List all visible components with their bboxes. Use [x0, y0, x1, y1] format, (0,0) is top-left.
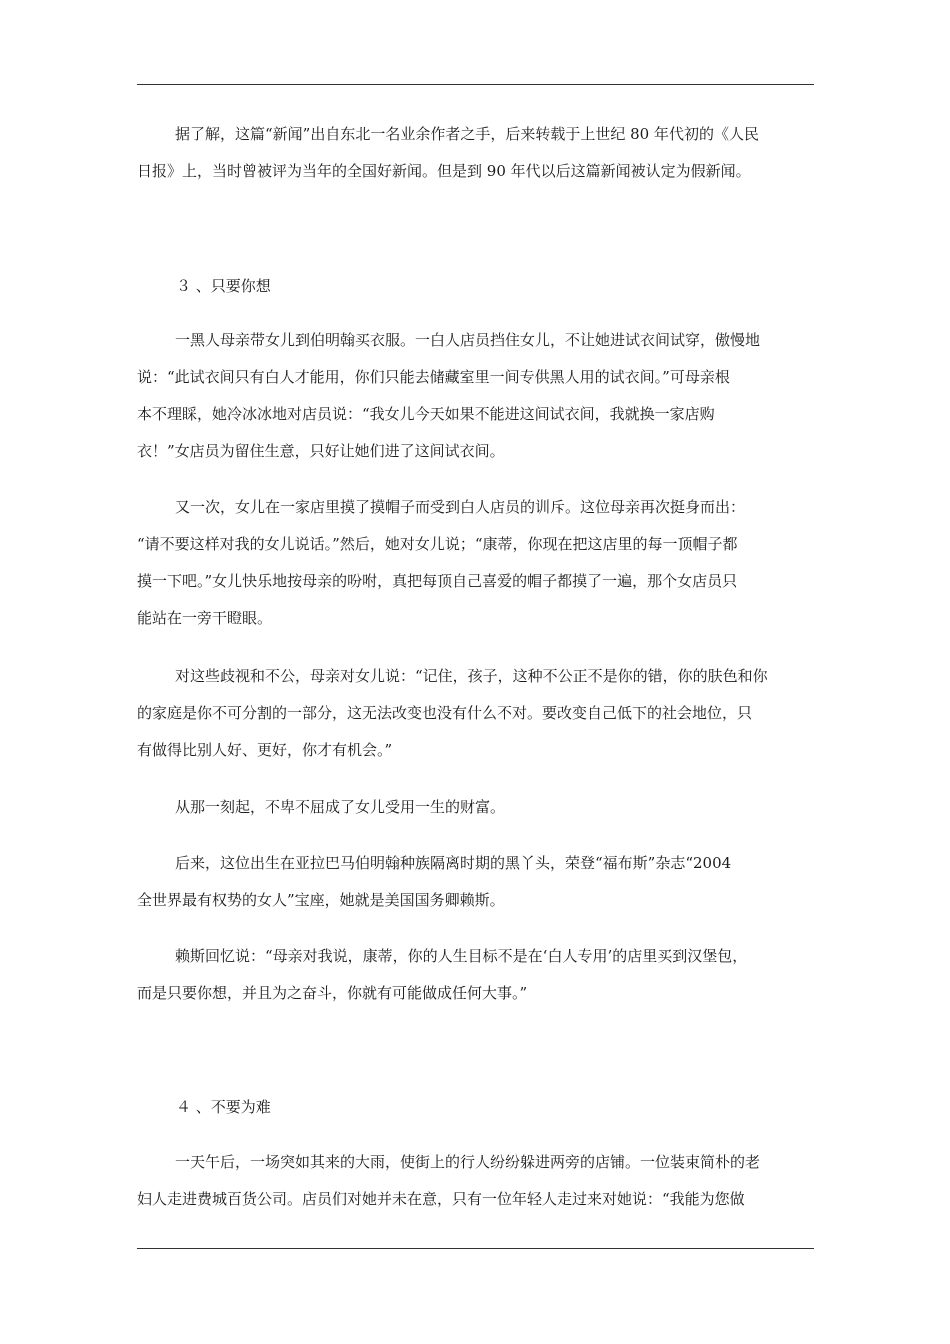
paragraph-line: 从那一刻起，不卑不屈成了女儿受用一生的财富。	[175, 798, 506, 816]
paragraph-rainy-afternoon	[137, 1144, 817, 1218]
paragraph-line: 能站在一旁干瞪眼。	[137, 609, 273, 627]
paragraph-line: 日报》上，当时曾被评为当年的全国好新闻。但是到 90 年代以后这篇新闻被认定为假新闻。	[137, 162, 751, 180]
paragraph-line: 妇人走进费城百货公司。店员们对她并未在意，只有一位年轻人走过来对她说：“我能为您做	[137, 1190, 745, 1208]
paragraph-line: 衣！”女店员为留住生意，只好让她们进了这间试衣间。	[137, 442, 505, 460]
paragraph-line: 的家庭是你不可分割的一部分，这无法改变也没有什么不对。要改变自己低下的社会地位，只	[137, 704, 753, 722]
paragraph-line: 赖斯回忆说：“母亲对我说，康蒂，你的人生目标不是在‘白人专用’的店里买到汉堡包，	[175, 947, 748, 965]
paragraph-line: 本不理睬，她冷冰冰地对店员说：“我女儿今天如果不能进这间试衣间，我就换一家店购	[137, 405, 715, 423]
paragraph-line: 据了解，这篇“新闻”出自东北一名业余作者之手，后来转载于上世纪 80 年代初的《人民	[175, 125, 759, 143]
section-heading-3: ３ 、只要你想	[176, 277, 271, 295]
header-rule	[137, 84, 814, 85]
paragraph-line: 一黑人母亲带女儿到伯明翰买衣服。一白人店员挡住女儿，不让她进试衣间试穿，傲慢地	[175, 331, 761, 349]
paragraph-line: 有做得比别人好、更好，你才有机会。”	[137, 741, 393, 759]
paragraph-line: 说：“此试衣间只有白人才能用，你们只能去储藏室里一间专供黑人用的试衣间。”可母亲根	[137, 368, 730, 386]
paragraph-line: 全世界最有权势的女人”宝座，她就是美国国务卿赖斯。	[137, 891, 505, 909]
paragraph-fake-news	[137, 116, 817, 190]
paragraph-mother-advice	[137, 658, 817, 769]
paragraph-line: 又一次，女儿在一家店里摸了摸帽子而受到白人店员的训斥。这位母亲再次挺身而出：	[175, 498, 746, 516]
paragraph-line: “请不要这样对我的女儿说话。”然后，她对女儿说；“康蒂，你现在把这店里的每一顶帽子都	[137, 535, 738, 553]
paragraph-hats	[137, 489, 817, 637]
paragraph-from-that-moment	[137, 789, 817, 826]
paragraph-rice-forbes	[137, 845, 817, 919]
section-heading-4: ４ 、不要为难	[176, 1098, 271, 1116]
paragraph-line: 一天午后，一场突如其来的大雨，使街上的行人纷纷躲进两旁的店铺。一位装束简朴的老	[175, 1153, 761, 1171]
paragraph-line: 摸一下吧。”女儿快乐地按母亲的吩咐，真把每顶自己喜爱的帽子都摸了一遍，那个女店员只	[137, 572, 738, 590]
paragraph-line: 而是只要你想，并且为之奋斗，你就有可能做成任何大事。”	[137, 984, 528, 1002]
paragraph-rice-recall	[137, 938, 817, 1012]
paragraph-line: 对这些歧视和不公，母亲对女儿说：“记住，孩子，这种不公正不是你的错，你的肤色和你	[175, 667, 768, 685]
footer-rule	[137, 1248, 814, 1249]
paragraph-fitting-room	[137, 322, 817, 470]
paragraph-line: 后来，这位出生在亚拉巴马伯明翰种族隔离时期的黑丫头，荣登“福布斯”杂志“2004	[175, 854, 732, 872]
